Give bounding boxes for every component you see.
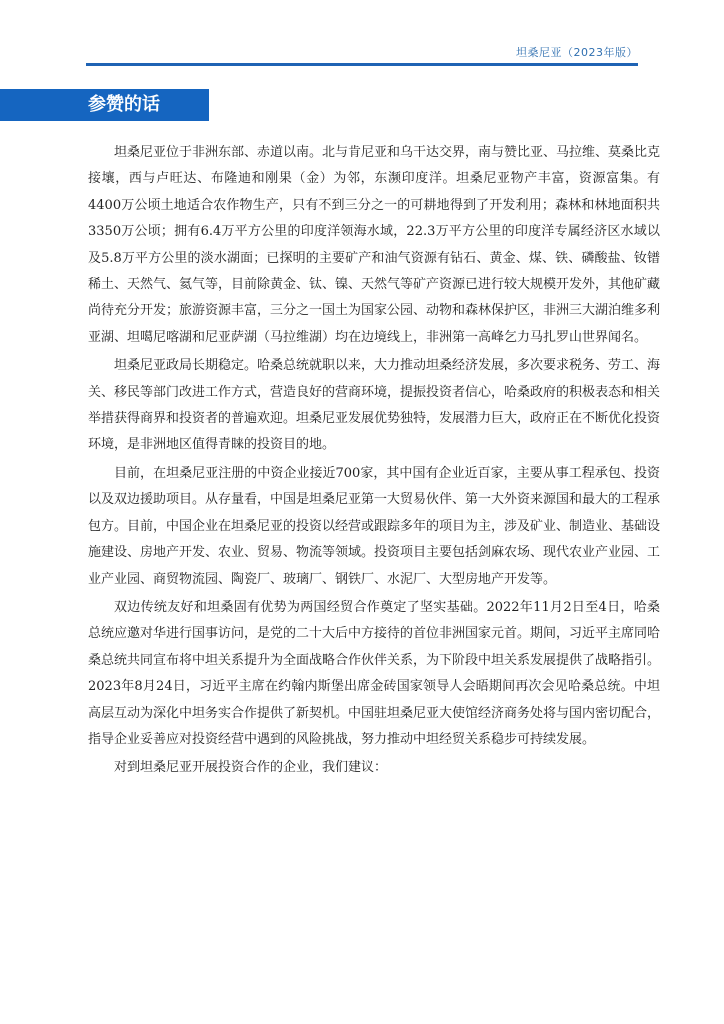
header-divider	[86, 63, 638, 66]
section-title: 参赞的话	[88, 94, 160, 115]
paragraph-chinese-enterprises: 目前，在坦桑尼亚注册的中资企业接近700家，其中国有企业近百家，主要从事工程承包、投资以及双边援助项目。从存量看，中国是坦桑尼亚第一大贸易伙伴、第一大外资来源国和最大的工程承包方。目前，中国企业在坦桑尼亚的投资以经营或跟踪多年的项目为主，涉及矿业、制造业、基础设施建设、房地产开发、农业、贸易、物流等领域。投资项目主要包括剑麻农场、现代农业产业园、工业产业园、商贸物流园、陶瓷厂、玻璃厂、钢铁厂、水泥厂、大型房地产开发等。	[88, 465, 661, 587]
paragraph-politics: 坦桑尼亚政局长期稳定。哈桑总统就职以来，大力推动坦桑经济发展，多次要求税务、劳工、海关、移民等部门改进工作方式，营造良好的营商环境，提振投资者信心，哈桑政府的积极表态和相关举措获得商界和投资者的普遍欢迎。坦桑尼亚发展优势独特，发展潜力巨大，政府正在不断优化投资环境，是非洲地区值得青睐的投资目的地。	[88, 358, 661, 453]
paragraph-recommendations-intro: 对到坦桑尼亚开展投资合作的企业，我们建议：	[114, 760, 388, 776]
paragraph-bilateral-relations: 双边传统友好和坦桑固有优势为两国经贸合作奠定了坚实基础。2022年11月2日至4日，哈桑总统应邀对华进行国事访问，是党的二十大后中方接待的首位非洲国家元首。期间，习近平主席同哈桑总统共同宣布将中坦关系提升为全面战略合作伙伴关系，为下阶段中坦关系发展提供了战略指引。2023年8月24日，习近平主席在约翰内斯堡出席金砖国家领导人会晤期间再次会见哈桑总统。中坦高层互动为深化中坦务实合作提供了新契机。中国驻坦桑尼亚大使馆经济商务处将与国内密切配合，指导企业妥善应对投资经营中遇到的风险挑战，努力推动中坦经贸关系稳步可持续发展。	[88, 599, 661, 747]
running-header: 坦桑尼亚（2023年版）	[516, 46, 638, 59]
paragraph-geography: 坦桑尼亚位于非洲东部、赤道以南。北与肯尼亚和乌干达交界，南与赞比亚、马拉维、莫桑比克接壤，西与卢旺达、布隆迪和刚果（金）为邻，东濒印度洋。坦桑尼亚物产丰富，资源富集。有4400万公顷土地适合农作物生产，只有不到三分之一的可耕地得到了开发利用；森林和林地面积共3350万公顷；拥有6.4万平方公里的印度洋领海水域，22.3万平方公里的印度洋专属经济区水域以及5.8万平方公里的淡水湖面；已探明的主要矿产和油气资源有钻石、黄金、煤、铁、磷酸盐、钕镨稀土、天然气、氦气等，目前除黄金、钛、镍、天然气等矿产资源已进行较大规模开发外，其他矿藏尚待充分开发；旅游资源丰富，三分之一国土为国家公园、动物和森林保护区，非洲三大湖泊维多利亚湖、坦噶尼喀湖和尼亚萨湖（马拉维湖）均在边境线上，非洲第一高峰乞力马扎罗山世界闻名。	[88, 145, 661, 345]
body-text	[88, 140, 660, 784]
